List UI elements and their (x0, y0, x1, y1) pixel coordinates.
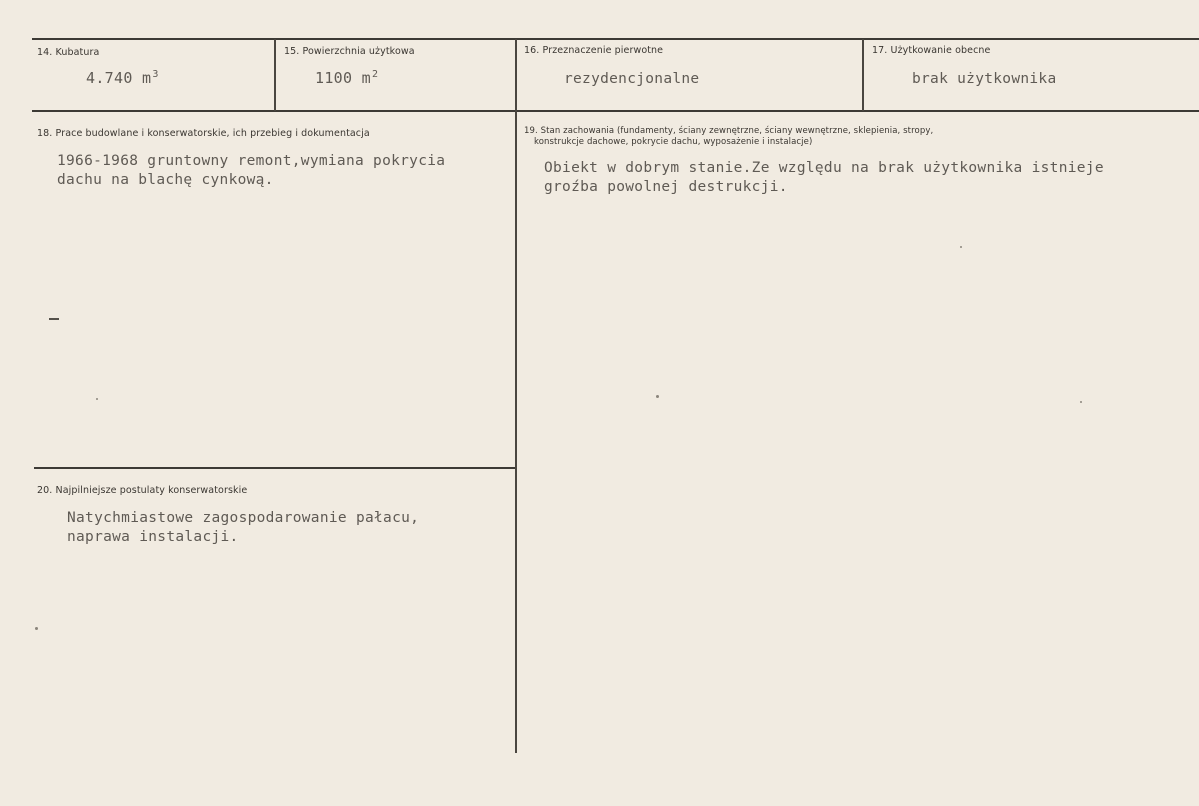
field-20-text (67, 509, 419, 547)
field-16-value: rezydencjonalne (564, 71, 700, 87)
field-14-label: 14. Kubatura (37, 47, 100, 58)
field-17-label: 17. Użytkowanie obecne (872, 45, 991, 56)
field-19-label-line-1: 19. Stan zachowania (fundamenty, ściany zewnętrzne, ściany wewnętrzne, sklepienia, stropy, (524, 126, 934, 136)
field-14-value-text: 4.740 m (86, 69, 152, 87)
field-20-line-1: Natychmiastowe zagospodarowanie pałacu, (67, 510, 420, 526)
field-18-line-1: 1966-1968 gruntowny remont,wymiana pokrycia (57, 153, 446, 169)
main-column-divider (515, 111, 517, 753)
field-20-line-2: naprawa instalacji. (67, 529, 239, 545)
field-19-line-2: groźba powolnej destrukcji. (544, 179, 788, 195)
speck (35, 627, 38, 630)
field-15-value (315, 69, 378, 87)
field-19-label-line-2: konstrukcje dachowe, pokrycie dachu, wyposażenie i instalacje) (534, 137, 813, 147)
field-18-label: 18. Prace budowlane i konserwatorskie, ich przebieg i dokumentacja (37, 128, 370, 139)
field-16-label: 16. Przeznaczenie pierwotne (524, 45, 664, 56)
field-15-exponent: 2 (372, 69, 379, 80)
field-15-value-text: 1100 m (315, 69, 371, 87)
speck (960, 246, 962, 248)
top-rule (32, 38, 1199, 40)
section-18-bottom-rule (34, 467, 515, 469)
field-14-value (86, 69, 159, 87)
divider-14-15 (274, 39, 276, 111)
field-19-text (544, 159, 1104, 197)
field-19-line-1: Obiekt w dobrym stanie.Ze względu na brak użytkownika istnieje (544, 160, 1104, 176)
divider-16-17 (862, 39, 864, 111)
field-18-line-2: dachu na blachę cynkową. (57, 172, 274, 188)
field-14-exponent: 3 (152, 69, 159, 80)
speck (1080, 401, 1082, 403)
field-17-value: brak użytkownika (912, 71, 1057, 87)
speck (96, 398, 98, 400)
stray-dash-mark (49, 318, 59, 320)
field-20-label: 20. Najpilniejsze postulaty konserwatorskie (37, 485, 248, 496)
field-18-text (57, 152, 445, 190)
field-15-label: 15. Powierzchnia użytkowa (284, 46, 415, 57)
speck (656, 395, 659, 398)
divider-15-16 (515, 39, 517, 111)
header-row-bottom-rule (32, 110, 1199, 112)
field-19-label (524, 126, 933, 148)
